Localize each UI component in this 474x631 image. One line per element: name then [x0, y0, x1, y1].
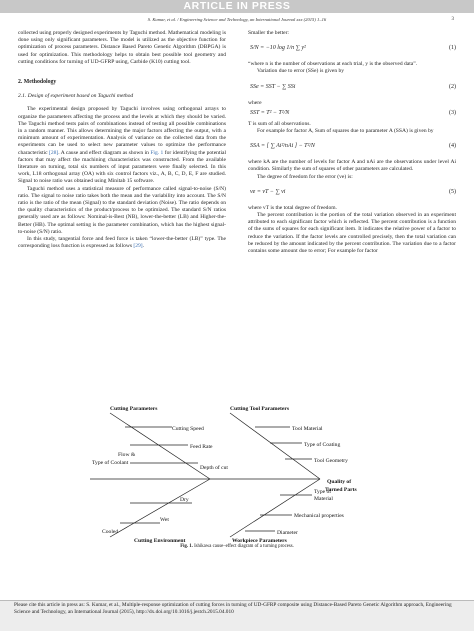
diagram-label: Dry — [180, 497, 189, 503]
equation-body: SST = T² − T²/N — [250, 109, 290, 116]
paragraph: T is sum of all observations. — [248, 120, 311, 127]
diagram-label: Cooled — [102, 529, 119, 535]
diagram-label: Wet — [160, 517, 169, 523]
paragraph: The percent contribution is the portion of the total variation observed in an experiment attributed to each significant factor which is reflected. The percent contribution is a function of the sums of squares for each significant item. It indicates the relative power of a factor to reduce the variation. If the factor levels are controlled precisely, then the total variation can be reduced by the amount indicated by the percent contribution. The variation due to a factor contains some amount due to error; For example for factor — [248, 212, 456, 255]
diagram-label: Cutting Environment — [134, 538, 186, 543]
diagram-label: Type of — [314, 489, 332, 495]
paragraph: Variation due to error (SSe) is given by — [257, 68, 345, 75]
diagram-label: Turned Parts — [325, 487, 357, 493]
paragraph: where kA are the number of levels for factor A and nAi are the observations under level Ai condition. Similarly the sum of squares of other parameters are calculated. — [248, 159, 456, 173]
equation-5 — [248, 181, 456, 205]
diagram-label: Depth of cut — [200, 465, 228, 471]
page-number: 3 — [451, 17, 454, 22]
diagram-label: Feed Rate — [190, 444, 213, 450]
equation-body: SSA = [ ∑ Ai²/nAi ] − T²/N — [250, 143, 315, 150]
reference-link[interactable]: [28] — [49, 149, 59, 156]
equation-number: (2) — [449, 83, 456, 90]
equation-number: (4) — [449, 143, 456, 150]
equation-number: (1) — [449, 45, 456, 52]
paragraph: where — [248, 99, 262, 106]
diagram-label: Material — [314, 496, 333, 502]
article-in-press-banner: ARTICLE IN PRESS — [0, 0, 474, 13]
right-column — [248, 30, 456, 255]
bone-line — [110, 479, 210, 537]
figure-link[interactable]: Fig. 1 — [150, 149, 164, 156]
diagram-label: Workpiece Parameters — [232, 538, 287, 543]
ishikawa-diagram — [30, 403, 444, 543]
equation-body: S/N = −10 log 1/n ∑ y² — [250, 45, 306, 52]
loss-function-paragraph: In this study, tangential force and feed force is taken “lower-the-better (LB)” type. The corresponding loss function is expressed as follows [29]. — [18, 236, 226, 250]
diagram-label: Cutting Tool Parameters — [230, 406, 290, 412]
reference-link[interactable]: [29] — [133, 243, 143, 250]
equation-number: (3) — [449, 109, 456, 116]
taguchi-paragraph: The experimental design proposed by Taguchi involves using orthogonal arrays to organize the parameters affecting the process and the levels at which they should be varied. The Taguchi method tests pairs of combinations instead of testing all possible combinations in a random manner. This allows determining the major factors affecting the output, with a minimum amount of experimentation. Analysis of variance on the collected data from the experiments can be used to select new parameter values to optimize the performance characteristic [28]. A cause and effect diagram as shown in Fig. 1 for identifying the potential factors that may affect the machining characteristics was constructed. From the available literature on turning, total six numbers of input parameters were finally selected. In this work, L18 orthogonal array (OA) with six control factors viz., A, B, C, D, E, F are studied. Signal to noise ratio was obtained using Minitab 15 software. — [18, 106, 227, 185]
diagram-label: Diameter — [277, 530, 298, 536]
smaller-the-better-label: Smaller the better: — [248, 30, 289, 36]
figure-caption: Fig. 1. Ishikawa cause–effect diagram of a turning process. — [180, 544, 294, 549]
section-heading: 2. Methodology — [18, 79, 57, 86]
equation-3 — [248, 107, 456, 121]
diagram-label: Cutting Parameters — [110, 406, 158, 412]
equation-2 — [248, 76, 456, 100]
paragraph: where vT is the total degree of freedom. — [248, 204, 337, 211]
equation-4 — [248, 135, 456, 159]
paragraph: The degree of freedom for the error (ve) is: — [257, 173, 353, 180]
diagram-label: Cutting Speed — [172, 426, 204, 432]
diagram-label: Tool Material — [292, 426, 323, 432]
equation-1 — [248, 37, 456, 61]
diagram-label: Quality of — [327, 479, 352, 485]
diagram-label: Type of Coolant — [92, 460, 129, 466]
paragraph: “where n is the number of observations at each trial, y is the observed data”. — [248, 61, 418, 68]
equation-body: ve = vT − ∑ vi — [250, 188, 286, 195]
citation-footer: Please cite this article in press as: S. Kumar, et al., Multiple-response optimization of cutting forces in turning of UD-GFRP composite using Distance-Based Pareto Genetic Algorithm approach, Engineering Science and Technology, an International Journal (2015), http://dx.doi.org/10.1016/j.jestch.2015.04.010 — [0, 600, 474, 631]
subsection-heading: 2.1. Design of experiment based on Taguchi method — [18, 93, 134, 100]
paragraph: For example for factor A, Sum of squares due to parameter A (SSA) is given by — [257, 128, 434, 135]
diagram-label: Tool Geometry — [314, 458, 348, 464]
bone-line — [230, 479, 320, 537]
left-column — [18, 30, 226, 250]
diagram-label: Mechanical properties — [294, 513, 344, 519]
running-head: S. Kumar, et al. / Engineering Science and Technology, an International Journal xxx (2015) 1–16 — [147, 17, 327, 22]
diagram-label: Flow & — [118, 452, 136, 458]
equation-body: SSe = SST − ∑ SSi — [250, 83, 296, 90]
intro-paragraph: collected using properly designed experiments by Taguchi method. Mathematical modeling is done using only significant parameters. The model is utilized as the objective function for optimization of process parameters. Distance Based Pareto Genetic Algorithm (DBPGA) is used for optimization. This methodology helps to obtain best possible tool geometry and cutting conditions for turning of UD-GFRP using, Carbide (K10) cutting tool. — [18, 30, 226, 65]
sn-ratio-paragraph: Taguchi method uses a statistical measure of performance called signal-to-noise (S/N) ratio. The signal to noise ratio takes both the mean and the variability into account. The S/N ratio is the ratio of the mean (Signal) to the standard deviation (Noise). The ratio depends on the quality characteristics of the product/process to be optimized. The standard S/N ratios generally used are as follows: Nominal-is-Best (NB), lower-the-better (LB) and Higher-the-Better (HB). The optimal setting is the parameter combination, which has the highest signal-to-noise (S/N) ratio. — [18, 185, 226, 235]
diagram-label: Type of Coating — [304, 442, 341, 448]
equation-number: (5) — [449, 188, 456, 195]
